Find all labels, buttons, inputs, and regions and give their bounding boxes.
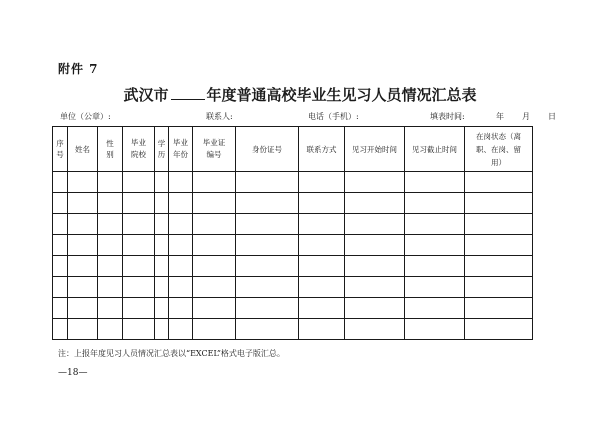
- table-cell[interactable]: [169, 277, 193, 298]
- col-header-status: 在岗状态（离职、在岗、留用）: [465, 127, 533, 172]
- table-row: [53, 214, 533, 235]
- table-cell[interactable]: [465, 235, 533, 256]
- col-header-gender: 性别: [98, 127, 123, 172]
- table-cell[interactable]: [299, 172, 345, 193]
- table-cell[interactable]: [299, 277, 345, 298]
- table-cell[interactable]: [299, 214, 345, 235]
- title-prefix: 武汉市: [123, 86, 169, 104]
- table-row: [53, 172, 533, 193]
- table-cell[interactable]: [236, 214, 299, 235]
- table-cell[interactable]: [155, 193, 169, 214]
- col-header-name: 姓名: [68, 127, 98, 172]
- table-cell[interactable]: [98, 256, 123, 277]
- table-cell[interactable]: [98, 193, 123, 214]
- table-row: [53, 319, 533, 340]
- table-cell[interactable]: [169, 319, 193, 340]
- table-cell[interactable]: [53, 298, 68, 319]
- table-cell[interactable]: [193, 214, 236, 235]
- year-label: 年: [496, 112, 504, 121]
- table-cell[interactable]: [155, 172, 169, 193]
- table-cell[interactable]: [299, 298, 345, 319]
- col-header-grad-year: 毕业年份: [169, 127, 193, 172]
- table-cell[interactable]: [53, 172, 68, 193]
- table-cell[interactable]: [123, 235, 155, 256]
- table-cell[interactable]: [236, 277, 299, 298]
- table-cell[interactable]: [299, 193, 345, 214]
- summary-table: [52, 126, 533, 340]
- table-cell[interactable]: [68, 256, 98, 277]
- table-cell[interactable]: [123, 319, 155, 340]
- table-cell[interactable]: [155, 298, 169, 319]
- table-row: [53, 277, 533, 298]
- info-line: [60, 111, 560, 123]
- table-row: [53, 256, 533, 277]
- table-cell[interactable]: [123, 193, 155, 214]
- table-cell[interactable]: [405, 172, 465, 193]
- table-cell[interactable]: [405, 319, 465, 340]
- table-cell[interactable]: [98, 298, 123, 319]
- table-cell[interactable]: [465, 298, 533, 319]
- table-cell[interactable]: [465, 319, 533, 340]
- table-cell[interactable]: [53, 319, 68, 340]
- table-cell[interactable]: [155, 319, 169, 340]
- table-cell[interactable]: [193, 235, 236, 256]
- table-cell[interactable]: [68, 277, 98, 298]
- page-number: —18—: [58, 368, 88, 378]
- day-label: 日: [548, 112, 556, 121]
- table-cell[interactable]: [98, 277, 123, 298]
- table-cell[interactable]: [405, 298, 465, 319]
- table-cell[interactable]: [169, 193, 193, 214]
- table-cell[interactable]: [123, 277, 155, 298]
- phone-label: 电话（手机）:: [308, 112, 359, 121]
- table-cell[interactable]: [236, 298, 299, 319]
- table-cell[interactable]: [193, 298, 236, 319]
- table-cell[interactable]: [53, 214, 68, 235]
- table-cell[interactable]: [465, 214, 533, 235]
- table-cell[interactable]: [345, 256, 405, 277]
- col-header-seq: 序号: [53, 127, 68, 172]
- table-cell[interactable]: [68, 214, 98, 235]
- table-cell[interactable]: [236, 235, 299, 256]
- table-cell[interactable]: [68, 193, 98, 214]
- table-cell[interactable]: [68, 298, 98, 319]
- table-cell[interactable]: [169, 298, 193, 319]
- table-cell[interactable]: [299, 256, 345, 277]
- table-cell[interactable]: [465, 172, 533, 193]
- table-cell[interactable]: [98, 235, 123, 256]
- table-cell[interactable]: [405, 256, 465, 277]
- table-cell[interactable]: [193, 256, 236, 277]
- fill-date-label: 填表时间:: [430, 112, 465, 121]
- table-cell[interactable]: [98, 172, 123, 193]
- table-cell[interactable]: [123, 172, 155, 193]
- contact-label: 联系人:: [206, 112, 233, 121]
- table-cell[interactable]: [236, 172, 299, 193]
- table-cell[interactable]: [98, 214, 123, 235]
- table-cell[interactable]: [169, 214, 193, 235]
- table-cell[interactable]: [169, 256, 193, 277]
- table-cell[interactable]: [53, 235, 68, 256]
- table-cell[interactable]: [193, 319, 236, 340]
- table-cell[interactable]: [345, 235, 405, 256]
- table-cell[interactable]: [345, 214, 405, 235]
- title-suffix: 年度普通高校毕业生见习人员情况汇总表: [206, 86, 477, 104]
- table-cell[interactable]: [465, 193, 533, 214]
- col-header-id-no: 身份证号: [236, 127, 299, 172]
- table-cell[interactable]: [193, 172, 236, 193]
- table-cell[interactable]: [155, 277, 169, 298]
- table-cell[interactable]: [155, 235, 169, 256]
- table-cell[interactable]: [68, 235, 98, 256]
- unit-label: 单位（公章）:: [60, 112, 111, 121]
- table-cell[interactable]: [299, 319, 345, 340]
- table-cell[interactable]: [193, 193, 236, 214]
- col-header-cert-no: 毕业证编号: [193, 127, 236, 172]
- table-cell[interactable]: [345, 319, 405, 340]
- table-row: [53, 235, 533, 256]
- col-header-start: 见习开始时间: [345, 127, 405, 172]
- table-cell[interactable]: [123, 256, 155, 277]
- table-row: [53, 193, 533, 214]
- col-header-end: 见习截止时间: [405, 127, 465, 172]
- month-label: 月: [522, 112, 530, 121]
- table-cell[interactable]: [169, 172, 193, 193]
- attachment-label: 附件 7: [58, 62, 99, 76]
- table-cell[interactable]: [345, 298, 405, 319]
- table-cell[interactable]: [236, 319, 299, 340]
- col-header-contact: 联系方式: [299, 127, 345, 172]
- table-cell[interactable]: [236, 193, 299, 214]
- header-row: [53, 127, 533, 172]
- col-header-school: 毕业院校: [123, 127, 155, 172]
- table-cell[interactable]: [345, 193, 405, 214]
- table-cell[interactable]: [299, 235, 345, 256]
- table-body: [53, 172, 533, 340]
- year-blank: [171, 87, 205, 100]
- footnote: 注：上报年度见习人员情况汇总表以“EXCEL”格式电子版汇总。: [58, 349, 285, 358]
- table-cell[interactable]: [169, 235, 193, 256]
- table-cell[interactable]: [123, 298, 155, 319]
- col-header-degree: 学历: [155, 127, 169, 172]
- table-cell[interactable]: [53, 277, 68, 298]
- table-cell[interactable]: [193, 277, 236, 298]
- table-cell[interactable]: [68, 172, 98, 193]
- table-cell[interactable]: [98, 319, 123, 340]
- table-cell[interactable]: [68, 319, 98, 340]
- table-cell[interactable]: [405, 277, 465, 298]
- table-cell[interactable]: [465, 256, 533, 277]
- table-cell[interactable]: [53, 256, 68, 277]
- table-cell[interactable]: [465, 277, 533, 298]
- page-title: [0, 84, 600, 105]
- table-cell[interactable]: [405, 193, 465, 214]
- table-cell[interactable]: [123, 214, 155, 235]
- table-cell[interactable]: [236, 256, 299, 277]
- table-cell[interactable]: [345, 277, 405, 298]
- table-cell[interactable]: [53, 193, 68, 214]
- table-cell[interactable]: [345, 172, 405, 193]
- table-cell[interactable]: [155, 256, 169, 277]
- table-cell[interactable]: [405, 235, 465, 256]
- table-cell[interactable]: [405, 214, 465, 235]
- table-row: [53, 298, 533, 319]
- table-cell[interactable]: [155, 214, 169, 235]
